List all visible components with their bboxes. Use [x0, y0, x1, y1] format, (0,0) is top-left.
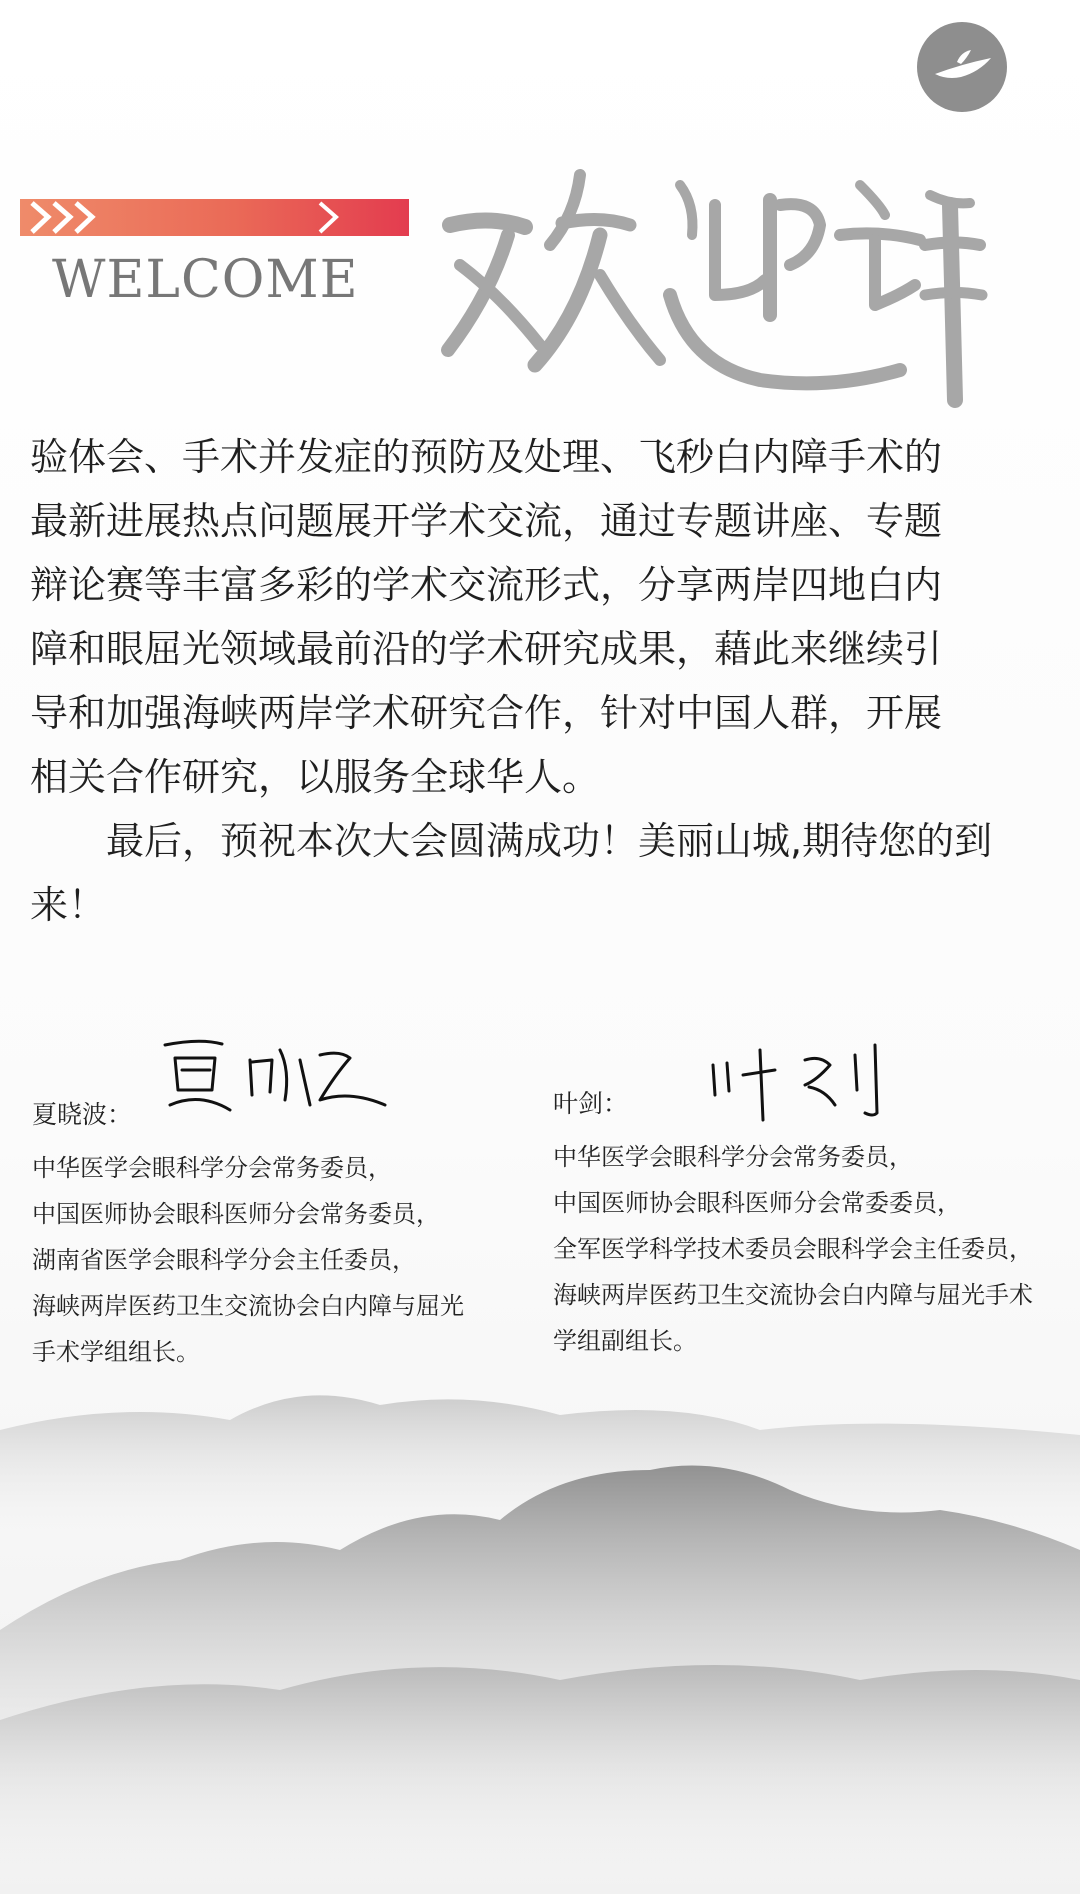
- ladle-logo-icon: [917, 22, 1007, 112]
- signatory-right-role: 海峡两岸医药卫生交流协会白内障与屈光手术: [553, 1281, 1033, 1309]
- signatory-right-name: 叶剑：: [553, 1089, 629, 1118]
- signatory-left-role: 手术学组组长。: [32, 1338, 200, 1366]
- signatory-right-role: 全军医学科学技术委员会眼科学会主任委员，: [553, 1235, 1033, 1263]
- ink-mountain-landscape: [0, 1360, 1080, 1894]
- signatory-left-role: 湖南省医学会眼科学分会主任委员，: [32, 1246, 416, 1274]
- welcome-heading: WELCOME: [52, 250, 359, 310]
- signatory-right-role: 中国医师协会眼科医师分会常委委员，: [553, 1189, 961, 1217]
- body-text: [30, 425, 1050, 937]
- body-line: 辩论赛等丰富多彩的学术交流形式，分享两岸四地白内: [30, 563, 943, 607]
- body-line: 障和眼屈光领域最前沿的学术研究成果，藉此来继续引: [30, 627, 943, 671]
- signatory-left-name: 夏晓波：: [32, 1100, 133, 1129]
- signatory-left: [32, 1095, 552, 1375]
- body-line: 导和加强海峡两岸学术研究合作，针对中国人群，开展: [30, 691, 943, 735]
- body-line: 验体会、手术并发症的预防及处理、飞秒白内障手术的: [30, 435, 943, 479]
- closing-paragraph: 最后，预祝本次大会圆满成功！美丽山城,期待您的到来！: [30, 819, 993, 927]
- signatory-right-role: 中华医学会眼科学分会常务委员，: [553, 1143, 913, 1171]
- signatory-left-role: 中国医师协会眼科医师分会常务委员，: [32, 1200, 440, 1228]
- header-banner-bar: [20, 199, 409, 236]
- calligraphy-title: [430, 145, 990, 415]
- signatory-left-role: 海峡两岸医药卫生交流协会白内障与屈光: [32, 1292, 464, 1320]
- body-line: 相关合作研究，以服务全球华人。: [30, 755, 601, 799]
- signatory-left-role: 中华医学会眼科学分会常务委员，: [32, 1154, 392, 1182]
- signatory-right: [553, 1084, 1068, 1364]
- signatory-right-role: 学组副组长。: [553, 1327, 697, 1355]
- body-line: 最新进展热点问题展开学术交流，通过专题讲座、专题: [30, 499, 943, 543]
